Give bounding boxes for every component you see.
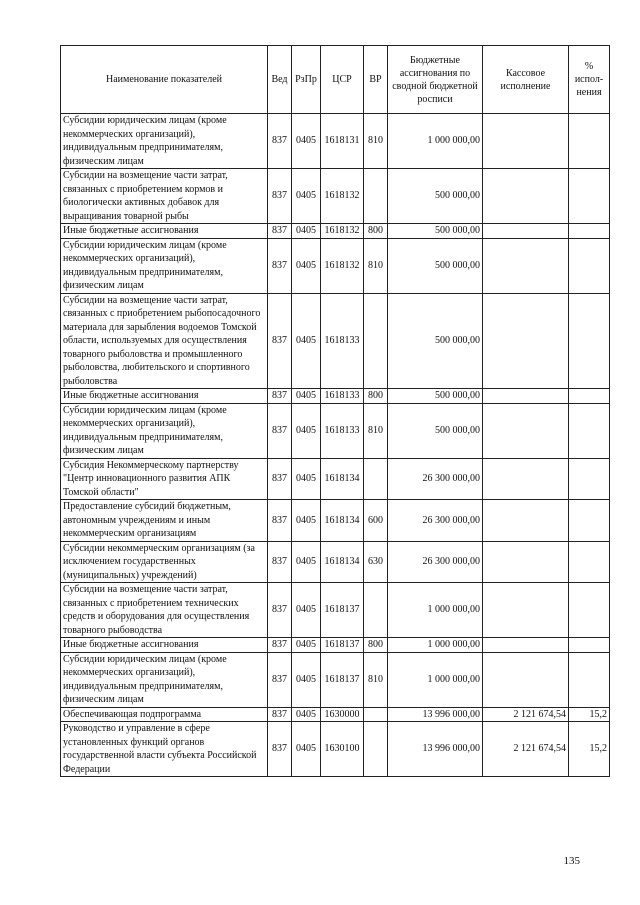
cell-ved: 837 — [268, 238, 292, 293]
table-row — [61, 638, 610, 653]
table-row — [61, 224, 610, 239]
cell-csr: 1618132 — [321, 169, 364, 224]
cell-budget: 500 000,00 — [388, 293, 483, 389]
cell-cash: 2 121 674,54 — [483, 707, 569, 722]
cell-budget: 1 000 000,00 — [388, 583, 483, 638]
header-csr: ЦСР — [321, 46, 364, 114]
cell-csr: 1618132 — [321, 224, 364, 239]
header-rzpr: РзПр — [292, 46, 321, 114]
page-number: 135 — [563, 855, 580, 867]
cell-ved: 837 — [268, 722, 292, 777]
cell-cash — [483, 500, 569, 542]
header-cash: Кассовое исполнение — [483, 46, 569, 114]
table-row — [61, 389, 610, 404]
cell-name: Иные бюджетные ассигнования — [61, 638, 268, 653]
cell-vr: 800 — [364, 224, 388, 239]
header-vr: ВР — [364, 46, 388, 114]
cell-cash — [483, 114, 569, 169]
cell-vr: 800 — [364, 389, 388, 404]
table-row — [61, 114, 610, 169]
cell-cash — [483, 541, 569, 583]
cell-ved: 837 — [268, 224, 292, 239]
cell-rzpr: 0405 — [292, 638, 321, 653]
cell-vr — [364, 707, 388, 722]
cell-rzpr: 0405 — [292, 224, 321, 239]
cell-ved: 837 — [268, 652, 292, 707]
cell-name: Субсидии на возмещение части затрат, связанных с приобретением технических средств и оборудования для осуществления товарного рыбоводства — [61, 583, 268, 638]
cell-cash — [483, 224, 569, 239]
cell-name: Субсидии юридическим лицам (кроме некоммерческих организаций), индивидуальным предпринимателям, физическим лицам — [61, 238, 268, 293]
cell-ved: 837 — [268, 169, 292, 224]
table-row — [61, 293, 610, 389]
cell-budget: 500 000,00 — [388, 224, 483, 239]
cell-ved: 837 — [268, 500, 292, 542]
cell-pct — [569, 638, 610, 653]
cell-budget: 500 000,00 — [388, 403, 483, 458]
table-row — [61, 652, 610, 707]
cell-csr: 1618137 — [321, 652, 364, 707]
cell-ved: 837 — [268, 458, 292, 500]
table-row — [61, 583, 610, 638]
budget-table — [60, 45, 610, 777]
cell-vr — [364, 458, 388, 500]
cell-budget: 26 300 000,00 — [388, 458, 483, 500]
cell-rzpr: 0405 — [292, 652, 321, 707]
cell-name: Иные бюджетные ассигнования — [61, 389, 268, 404]
cell-name: Субсидии некоммерческим организациям (за исключением государственных (муниципальных) учреждений) — [61, 541, 268, 583]
cell-csr: 1618131 — [321, 114, 364, 169]
cell-budget: 1 000 000,00 — [388, 114, 483, 169]
table-row — [61, 458, 610, 500]
cell-csr: 1630000 — [321, 707, 364, 722]
cell-name: Субсидии юридическим лицам (кроме некоммерческих организаций), индивидуальным предпринимателям, физическим лицам — [61, 403, 268, 458]
cell-pct: 15,2 — [569, 722, 610, 777]
cell-budget: 500 000,00 — [388, 238, 483, 293]
cell-budget: 26 300 000,00 — [388, 541, 483, 583]
cell-rzpr: 0405 — [292, 114, 321, 169]
table-row — [61, 169, 610, 224]
cell-name: Руководство и управление в сфере установленных функций органов государственной власти субъекта Российской Федерации — [61, 722, 268, 777]
cell-cash — [483, 638, 569, 653]
cell-pct — [569, 652, 610, 707]
cell-name: Иные бюджетные ассигнования — [61, 224, 268, 239]
cell-pct — [569, 238, 610, 293]
cell-pct — [569, 583, 610, 638]
cell-cash — [483, 169, 569, 224]
cell-rzpr: 0405 — [292, 403, 321, 458]
table-row — [61, 722, 610, 777]
cell-csr: 1618134 — [321, 500, 364, 542]
cell-vr — [364, 583, 388, 638]
cell-csr: 1618132 — [321, 238, 364, 293]
cell-rzpr: 0405 — [292, 293, 321, 389]
header-budget: Бюджетные ассигнования по сводной бюджетной росписи — [388, 46, 483, 114]
cell-csr: 1618137 — [321, 638, 364, 653]
cell-ved: 837 — [268, 389, 292, 404]
cell-vr: 810 — [364, 114, 388, 169]
header-name: Наименование показателей — [61, 46, 268, 114]
cell-vr: 810 — [364, 652, 388, 707]
cell-cash — [483, 293, 569, 389]
cell-ved: 837 — [268, 707, 292, 722]
cell-csr: 1618133 — [321, 403, 364, 458]
cell-ved: 837 — [268, 293, 292, 389]
cell-cash — [483, 403, 569, 458]
cell-csr: 1618133 — [321, 293, 364, 389]
cell-name: Обеспечивающая подпрограмма — [61, 707, 268, 722]
cell-csr: 1618134 — [321, 541, 364, 583]
cell-pct — [569, 169, 610, 224]
cell-pct — [569, 403, 610, 458]
cell-ved: 837 — [268, 403, 292, 458]
cell-ved: 837 — [268, 114, 292, 169]
cell-budget: 500 000,00 — [388, 389, 483, 404]
cell-cash: 2 121 674,54 — [483, 722, 569, 777]
cell-vr: 600 — [364, 500, 388, 542]
cell-cash — [483, 238, 569, 293]
cell-rzpr: 0405 — [292, 458, 321, 500]
cell-cash — [483, 458, 569, 500]
header-ved: Вед — [268, 46, 292, 114]
cell-rzpr: 0405 — [292, 722, 321, 777]
cell-pct — [569, 500, 610, 542]
table-row — [61, 500, 610, 542]
cell-pct — [569, 114, 610, 169]
table-row — [61, 707, 610, 722]
cell-rzpr: 0405 — [292, 541, 321, 583]
cell-csr: 1618137 — [321, 583, 364, 638]
cell-vr: 810 — [364, 238, 388, 293]
cell-name: Субсидии юридическим лицам (кроме некоммерческих организаций), индивидуальным предпринимателям, физическим лицам — [61, 652, 268, 707]
cell-vr — [364, 169, 388, 224]
cell-pct — [569, 458, 610, 500]
cell-pct: 15,2 — [569, 707, 610, 722]
cell-budget: 1 000 000,00 — [388, 638, 483, 653]
cell-budget: 13 996 000,00 — [388, 722, 483, 777]
table-row — [61, 541, 610, 583]
cell-ved: 837 — [268, 638, 292, 653]
cell-pct — [569, 293, 610, 389]
cell-ved: 837 — [268, 541, 292, 583]
cell-name: Субсидии на возмещение части затрат, связанных с приобретением кормов и биологически активных добавок для выращивания товарной рыбы — [61, 169, 268, 224]
cell-csr: 1618133 — [321, 389, 364, 404]
cell-csr: 1618134 — [321, 458, 364, 500]
cell-ved: 837 — [268, 583, 292, 638]
cell-pct — [569, 224, 610, 239]
header-pct: % испол-нения — [569, 46, 610, 114]
cell-name: Субсидии юридическим лицам (кроме некоммерческих организаций), индивидуальным предпринимателям, физическим лицам — [61, 114, 268, 169]
cell-rzpr: 0405 — [292, 238, 321, 293]
cell-pct — [569, 541, 610, 583]
cell-name: Субсидия Некоммерческому партнерству "Центр инновационного развития АПК Томской области" — [61, 458, 268, 500]
cell-rzpr: 0405 — [292, 583, 321, 638]
cell-pct — [569, 389, 610, 404]
header-row — [61, 46, 610, 114]
table-row — [61, 403, 610, 458]
cell-name: Предоставление субсидий бюджетным, автономным учреждениям и иным некоммерческим организациям — [61, 500, 268, 542]
cell-vr — [364, 293, 388, 389]
table-row — [61, 238, 610, 293]
cell-cash — [483, 652, 569, 707]
cell-vr: 810 — [364, 403, 388, 458]
cell-budget: 26 300 000,00 — [388, 500, 483, 542]
cell-vr — [364, 722, 388, 777]
cell-cash — [483, 583, 569, 638]
cell-name: Субсидии на возмещение части затрат, связанных с приобретением рыбопосадочного материала для зарыбления водоемов Томской области, используемых для осуществления товарного рыболовства и промышленного рыболовства, любительского и спортивного рыболовства — [61, 293, 268, 389]
cell-rzpr: 0405 — [292, 707, 321, 722]
cell-cash — [483, 389, 569, 404]
cell-rzpr: 0405 — [292, 169, 321, 224]
cell-vr: 630 — [364, 541, 388, 583]
cell-csr: 1630100 — [321, 722, 364, 777]
cell-vr: 800 — [364, 638, 388, 653]
cell-budget: 13 996 000,00 — [388, 707, 483, 722]
cell-budget: 1 000 000,00 — [388, 652, 483, 707]
cell-rzpr: 0405 — [292, 500, 321, 542]
cell-rzpr: 0405 — [292, 389, 321, 404]
cell-budget: 500 000,00 — [388, 169, 483, 224]
